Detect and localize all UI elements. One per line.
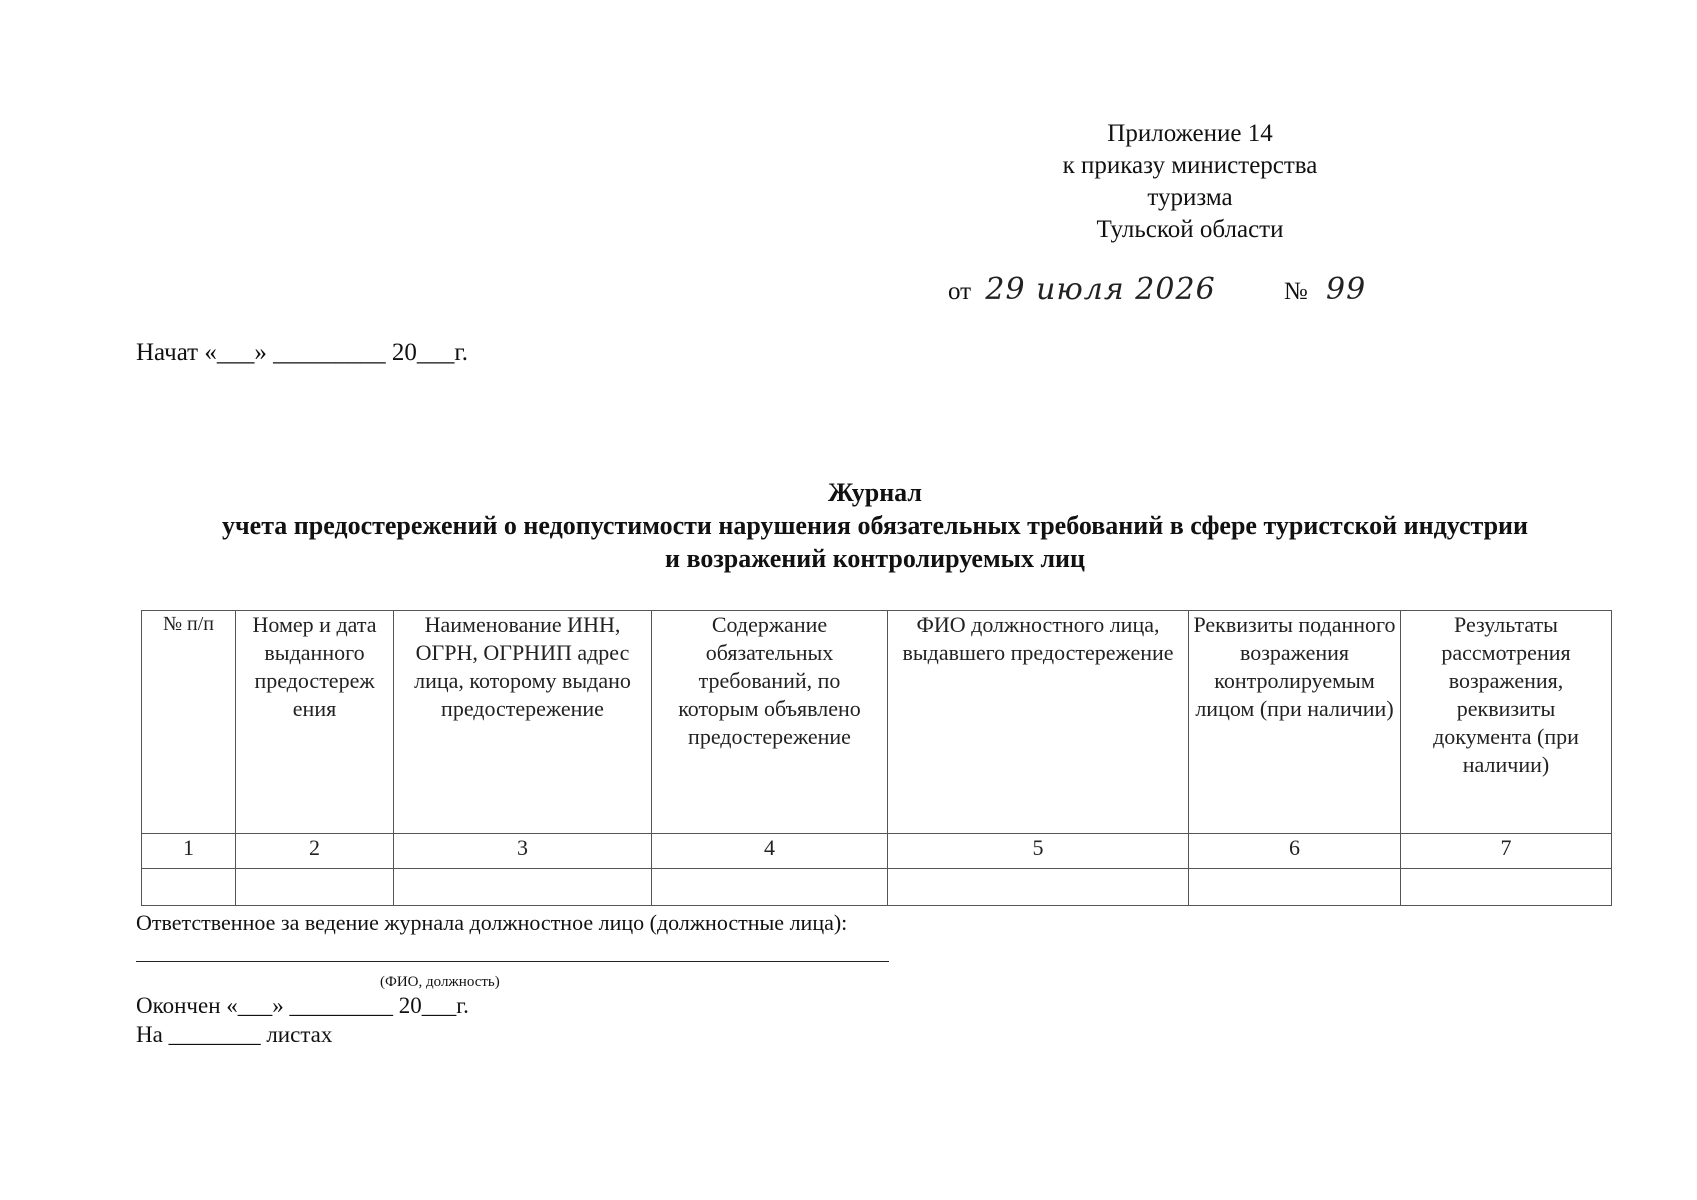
journal-title-main: Журнал bbox=[828, 478, 922, 507]
header-cell-entity-name: Наименование ИНН, ОГРН, ОГРНИП адрес лица, которому выдано предостережение bbox=[394, 611, 652, 834]
appendix-title: Приложение 14 bbox=[1107, 120, 1273, 147]
header-cell-requirements: Содержание обязательных требований, по которым объявлено предостережение bbox=[652, 611, 888, 834]
order-number-handwritten: 99 bbox=[1326, 272, 1367, 307]
column-number-cell: 5 bbox=[888, 834, 1189, 869]
journal-table bbox=[141, 610, 1612, 906]
header-cell-number: № п/п bbox=[142, 611, 236, 834]
column-number-cell: 2 bbox=[236, 834, 394, 869]
header-cell-objection-details: Реквизиты поданного возражения контролируемым лицом (при наличии) bbox=[1189, 611, 1401, 834]
header-cell-review-results: Результаты рассмотрения возражения, реквизиты документа (при наличии) bbox=[1401, 611, 1612, 834]
appendix-ministry: туризма bbox=[1147, 184, 1233, 211]
journal-title bbox=[140, 476, 1610, 575]
table-header-row bbox=[142, 611, 1612, 834]
order-number-label: № bbox=[1283, 278, 1308, 305]
table-empty-row bbox=[142, 869, 1612, 906]
appendix-header bbox=[1010, 118, 1370, 246]
empty-cell bbox=[652, 869, 888, 906]
column-number-cell: 3 bbox=[394, 834, 652, 869]
order-date-number bbox=[948, 272, 1366, 307]
appendix-region: Тульской области bbox=[1096, 216, 1284, 243]
order-from-label: от bbox=[948, 278, 972, 305]
header-cell-official-name: ФИО должностного лица, выдавшего предостережение bbox=[888, 611, 1189, 834]
column-number-cell: 4 bbox=[652, 834, 888, 869]
column-number-cell: 7 bbox=[1401, 834, 1612, 869]
journal-started: Начат «___» _________ 20___г. bbox=[136, 339, 469, 366]
order-date-handwritten: 29 июля 2026 bbox=[985, 272, 1216, 307]
appendix-order-ref: к приказу министерства bbox=[1062, 152, 1318, 179]
column-number-cell: 6 bbox=[1189, 834, 1401, 869]
empty-cell bbox=[1401, 869, 1612, 906]
empty-cell bbox=[888, 869, 1189, 906]
journal-title-subtitle: учета предостережений о недопустимости нарушения обязательных требований в сфере туристской индустрии bbox=[222, 511, 1528, 540]
journal-title-subtitle-2: и возражений контролируемых лиц bbox=[664, 544, 1086, 573]
signature-line bbox=[136, 961, 889, 962]
column-number-cell: 1 bbox=[142, 834, 236, 869]
journal-finished: Окончен «___» _________ 20___г. bbox=[136, 993, 469, 1018]
empty-cell bbox=[1189, 869, 1401, 906]
header-cell-warning-number-date: Номер и дата выданного предостереж ения bbox=[236, 611, 394, 834]
empty-cell bbox=[236, 869, 394, 906]
empty-cell bbox=[142, 869, 236, 906]
signature-caption: (ФИО, должность) bbox=[380, 974, 500, 990]
empty-cell bbox=[394, 869, 652, 906]
responsible-official-label: Ответственное за ведение журнала должностное лицо (должностные лица): bbox=[136, 910, 848, 935]
table-column-number-row bbox=[142, 834, 1612, 869]
journal-pages: На ________ листах bbox=[136, 1022, 333, 1047]
